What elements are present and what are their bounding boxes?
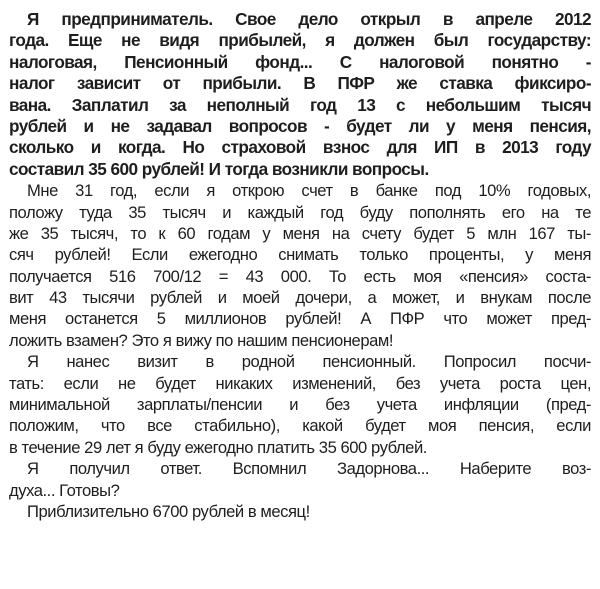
body-line: вит 43 тысячи рублей и моей дочери, а может, и внукам после (9, 288, 591, 308)
lead-line: года. Еще не видя прибылей, я должен был государству: (9, 30, 591, 51)
lead-line: рублей и не задавал вопросов - будет ли у меня пенсия, (9, 115, 591, 136)
lead-paragraph (9, 9, 591, 180)
body-line: Я получил ответ. Вспомнил Задорнова... Наберите воз- (27, 459, 591, 479)
body-paragraph (9, 458, 591, 501)
body-line: сяч рублей! Если ежегодно снимать только проценты, у меня (9, 245, 591, 265)
body-line: положим, что все стабильно), какой будет моя пенсия, если (9, 416, 591, 436)
lead-line: Я предприниматель. Свое дело открыл в апреле 2012 (27, 9, 591, 29)
article (9, 9, 591, 522)
body-line: же 35 тысяч, то к 60 годам у меня на счету будет 5 млн 167 ты- (9, 223, 591, 243)
body-line: ложить взамен? Это я вижу по нашим пенсионерам! (9, 330, 394, 350)
lead-line: налоговая, Пенсионный фонд... С налоговой понятно - (9, 51, 591, 72)
body-line: духа... Готовы? (9, 480, 120, 500)
body-line: минимальной зарплаты/пенсии и без учета инфляции (пред- (9, 395, 591, 415)
lead-line: сколько и когда. Но страховой взнос для ИП в 2013 году (9, 137, 591, 158)
body-line: положу туда 35 тысяч и каждый год буду пополнять его на те (9, 202, 591, 222)
lead-line: составил 35 600 рублей! И тогда возникли вопросы. (9, 158, 429, 179)
body-line: Приблизительно 6700 рублей в месяц! (27, 501, 310, 521)
lead-line: налог зависит от прибыли. В ПФР же ставка фиксиро- (9, 73, 591, 94)
body-line: Я нанес визит в родной пенсионный. Попросил посчи- (27, 352, 591, 372)
body-line: в течение 29 лет я буду ежегодно платить 35 600 рублей. (9, 437, 427, 457)
body-line: тать: если не будет никаких изменений, без учета роста цен, (9, 373, 591, 393)
body-line: Мне 31 год, если я открою счет в банке под 10% годовых, (27, 181, 591, 201)
body-paragraph (9, 180, 591, 351)
body-line: меня останется 5 миллионов рублей! А ПФР что может пред- (9, 309, 591, 329)
body-paragraph (9, 501, 591, 522)
lead-line: вана. Заплатил за неполный год 13 с небольшим тысяч (9, 94, 591, 115)
body-paragraph (9, 351, 591, 458)
body-line: получается 516 700/12 = 43 000. То есть моя «пенсия» соста- (9, 266, 591, 286)
